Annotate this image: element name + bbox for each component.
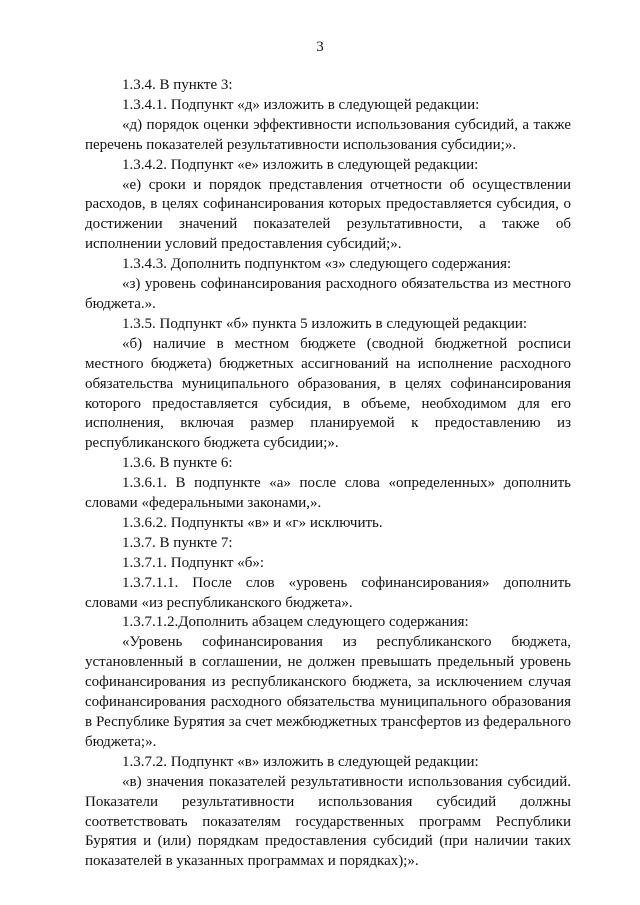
- paragraph: 1.3.7.1.1. После слов «уровень софинансирования» дополнить словами «из республиканского бюджета».: [85, 574, 571, 611]
- paragraph: 1.3.7.1. Подпункт «б»:: [122, 554, 265, 571]
- paragraph: «б) наличие в местном бюджете (сводной бюджетной росписи местного бюджета) бюджетных ассигнований на исполнение расходного обязательства муниципального образования, в целях софинансирования которого предоставляется субсидия, в объеме, необходимом для его исполнения, включая размер планируемой к предоставлению из республиканского бюджета субсидии;».: [85, 335, 571, 452]
- paragraph: 1.3.4.1. Подпункт «д» изложить в следующей редакции:: [122, 96, 480, 113]
- paragraph: 1.3.7.1.2.Дополнить абзацем следующего содержания:: [122, 614, 469, 631]
- document-body: [85, 76, 571, 872]
- paragraph: 1.3.6.2. Подпункты «в» и «г» исключить.: [122, 514, 383, 531]
- paragraph: 1.3.5. Подпункт «б» пункта 5 изложить в следующей редакции:: [122, 315, 528, 332]
- paragraph: 1.3.6.1. В подпункте «а» после слова «определенных» дополнить словами «федеральными законами,».: [85, 475, 571, 512]
- paragraph: 1.3.6. В пункте 6:: [122, 455, 233, 472]
- paragraph: «в) значения показателей результативности использования субсидий. Показатели результативности использования субсидий должны соответствовать показателям государственных программ Республики Бурятия и (или) порядкам предоставления субсидий (при наличии таких показателей в указанных программах и порядках);».: [85, 773, 571, 870]
- paragraph: «е) сроки и порядок представления отчетности об осуществлении расходов, в целях софинансирования которых предоставляется субсидия, о достижении значений показателей результативности, а также об исполнении условий предоставления субсидий;».: [85, 176, 571, 253]
- paragraph: 1.3.4. В пункте 3:: [122, 77, 233, 93]
- paragraph: «д) порядок оценки эффективности использования субсидий, а также перечень показателей результативности использования субсидии;».: [85, 116, 571, 153]
- paragraph: 1.3.7. В пункте 7:: [122, 534, 233, 551]
- paragraph: 1.3.4.3. Дополнить подпунктом «з» следующего содержания:: [122, 256, 512, 273]
- paragraph: 1.3.7.2. Подпункт «в» изложить в следующей редакции:: [122, 753, 479, 770]
- page-number: 3: [316, 39, 324, 55]
- paragraph: «з) уровень софинансирования расходного обязательства из местного бюджета.».: [85, 276, 571, 312]
- paragraph: 1.3.4.2. Подпункт «е» изложить в следующей редакции:: [122, 156, 479, 173]
- paragraph: «Уровень софинансирования из республиканского бюджета, установленный в соглашении, не должен превышать предельный уровень софинансирования из республиканского бюджета, за исключением случая софинансирования расходного обязательства муниципального образования в Республике Бурятия за счет межбюджетных трансфертов из федерального бюджета;».: [85, 634, 571, 750]
